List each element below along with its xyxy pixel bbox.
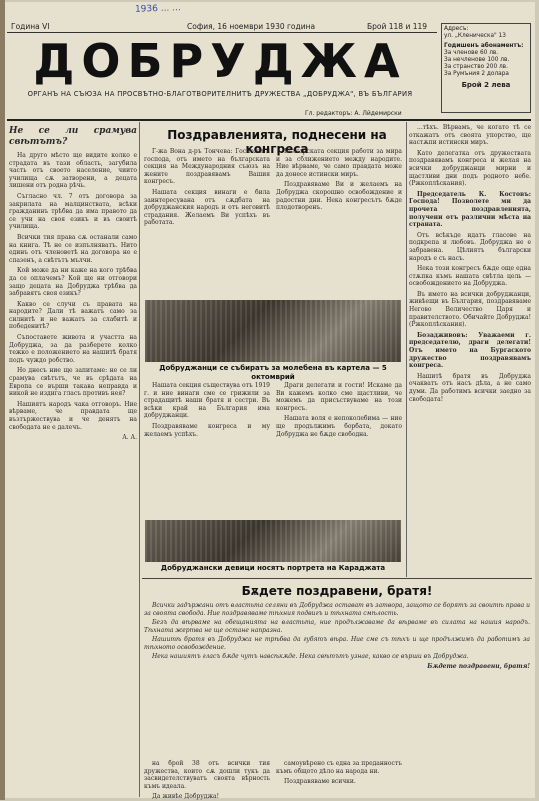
right-column-article [409,124,531,574]
article-column [276,760,402,794]
paragraph: Въ името на всички добруджанци, живѣещи въ България, поздравяваме Негово Величество Царя и правителството. Обичайте Добруджа! (Ржкоплѣскания). [409,290,531,329]
paragraph: Нашата секция съществува отъ 1919 г. и ние винаги сме се грижили за страдащитѣ наши братя и сестри. Въ всѣки край на България има добруджанци. [144,382,270,420]
address-label: Адресъ: [444,26,469,32]
paragraph: на брой 38 отъ всички тия дружества, които сѫ дошли тукъ да засвидетелствуватъ своята вѣрность къмъ идеала. [144,760,270,790]
paragraph: самоувѣрено съ една за преданностъ къмъ общото дѣло на народа ни. [276,760,402,775]
column-divider [406,122,407,577]
photo-caption: Добруджански девици носятъ портрета на Караджата [160,564,386,572]
paragraph: Бѫдете поздравени, братя! [427,662,530,670]
appeal-headline: Бѫдете поздравени, братя! [241,584,433,598]
article-column [144,148,270,296]
paragraph: Нека този конгресъ бѫде още една стѫпка къмъ нашата свѣтла цель — освобождението на Добруджа. [409,265,531,288]
left-article-title: Не се ли срамува свѣтътъ? [9,126,137,147]
issue-label: Брой 118 и 119 [367,22,428,31]
paragraph: Кой може да ни каже на кого трѣбва да се оплачемъ? Кой ще ни отговори защо децата на Добруджа трѣбва да забравятъ своя езикъ? [9,267,137,298]
paragraph: Поздравяваме конгреса и му желаемъ успѣхъ. [144,422,270,438]
photo-gathering [145,300,401,362]
paragraph: Да живѣе Добруджа! [152,793,220,801]
paragraph: Но днесъ ние ще запитаме: не се ли срамува свѣтътъ, че въ срѣдата на Европа се върши такава неправда и никой не издига гласъ противъ нея? [9,367,137,398]
rate-line: За странство 200 лв. [444,64,508,70]
photo-caption: Добруджанци се събиратъ за молебена въ картела — 5 октомврий [159,364,387,381]
paragraph: Българската секция работи за мира и за сближението между народите. Ние вѣрваме, че само правдата може да донесе истински миръ. [276,148,402,178]
paragraph: Всички тия права сѫ останали само на книга. Тѣ не се изпълняватъ. Нито единъ отъ членоветѣ на договора не е спазенъ, а свѣтътъ мълчи. [9,233,137,264]
paragraph: Нашитѣ братя въ Добруджа очакватъ отъ насъ дѣла, а не само думи. Да работимъ всички заедно за свободата! [409,372,531,403]
photo-procession [145,520,401,562]
paragraph: Г-жа Вона д-ръ Тончева: Госпожи и господа, отъ името на българската секция на Международния съюзъ на жените поздравявамъ Вашия конгресъ. [144,148,270,186]
section-rule [142,578,532,579]
paragraph: Всички задържани отъ властьта селяни въ Добруджа остават въ затвора, защото се борятъ за своитѣ права и за своята свобода. Ние поздравяваме тѣхния подвигъ и тѣхната смѣлость. [144,602,530,617]
editor-line: Гл. редакторъ: А. Лйдемирски [305,110,402,117]
main-headline: Поздравленията, поднесени на конгреса [167,128,387,156]
paragraph: Нашиятъ народъ чака отговоръ. Ние вѣрваме, че правдата ще възтържествува и че денятъ на свободата не е далечъ. [9,400,137,431]
rate-line: За Румъния 2 долара [444,71,509,77]
subscription-label: Годишенъ абонаментъ: [444,43,524,49]
paragraph: Председатель К. Костовъ: Господа! Позволете ми да прочета поздравленията, получени отъ различни мѣста на страната. [409,190,531,229]
address-text: ул. „Кленическа" 13 [444,33,506,39]
column-divider [139,122,140,797]
handwritten-note: 1936 ... ... [134,3,181,15]
paragraph: Съпоставете живота и участта на Добруджа, за да разберете колко тежко е положението на нашитѣ братя подъ чуждо робство. [9,334,137,364]
rate-line: За нечленове 100 лв. [444,57,510,63]
paragraph: Като делегатка отъ дружествата поздравявамъ конгреса и желая на всички добруджанци мирни и щастливи дни подъ родното небе. (Ржкоплѣскания). [409,149,531,188]
paragraph: Съгласно чл. 7 отъ договора за закрилата на малцинствата, всѣки гражданинъ трѣбва да има правото да се учи на своя езикъ и въ своитѣ училища. [9,192,137,231]
newspaper-subtitle: ОРГАНЪ НА СЪЮЗА НА ПРОСВѢТНО-БЛАГОТВОРИТЕЛНИТѢ ДРУЖЕСТВА „ДОБРУДЖА", ВЪ БЪЛГАРИЯ [27,90,413,98]
paragraph: Нашата секция винаги е била заинтересувана отъ сѫдбата на добруджанския народъ и отъ неговитѣ страдания. Желаемъ Ви успѣхъ въ работата. [144,188,270,227]
newspaper-page [5,2,535,801]
paragraph: Безъ да вѣрваме на обещанията на властьта, ние продължаваме да вѣрваме въ силата на нашия народъ. Тѣхната жертва не ще остане напразна. [144,619,530,634]
price-label: Брой 2 лева [461,81,511,89]
paragraph: Поздравяваме Ви и желаемъ на Добруджа скорошно освобождение и радостни дни. Нека конгресътъ бѫде плодотворенъ. [276,181,402,212]
paragraph: Отъ всѣкъде идатъ гласове на подкрепа и любовъ. Добруджа не е забравена. Цѣлиятъ български народъ е съ насъ. [409,231,531,262]
paragraph: Драги делегати и гости! Искаме да Ви кажемъ колко сме щастливи, че можемъ да присъствуваме на този конгресъ. [276,382,402,412]
signature: А. А. [122,434,137,442]
article-column [144,760,270,801]
year-label: Година VI [11,22,50,31]
appeal-article [144,602,530,752]
subscription-box [441,23,531,113]
paragraph: Поздравяваме всички. [284,778,356,786]
header-topline [7,22,437,33]
paragraph: Нека нашиятъ гласъ бѫде чутъ навсѣкѫде. Нека свѣтътъ узнае, какво се върши въ Добруджа. [152,653,469,660]
paragraph: Нашата воля е непоколебима — ние ще продължимъ борбата, докато Добруджа не бѫде свободна. [276,415,402,438]
left-column-article [9,126,137,794]
newspaper-title: ДОБРУДЖА [33,34,407,88]
paragraph: Бозадживовъ: Уважаеми г. председателю, драги делегати! Отъ името на Бургаското дружество поздравявамъ конгреса. [409,331,531,370]
paragraph: Какво се случи съ правата на народите? Дали тѣ важатъ само за силнитѣ и не важатъ за слабитѣ и победенитѣ? [9,300,137,331]
header-rule [7,119,531,121]
paragraph: ...тѣхъ. Вѣрвамъ, че когато тѣ се откажатъ отъ своята упорство, ще настѫпи истински миръ. [409,124,531,147]
rate-line: За членове 60 лв. [444,50,499,56]
paragraph: На друго мѣсто ще видите колко е страдата въ тази область, загубила часть отъ своето население, чиито училища сѫ затворени, а децата лишени отъ родна рѣчь. [9,152,137,190]
paragraph: Нашитѣ братя въ Добруджа не трѣбва да губятъ вѣра. Ние сме съ тѣхъ и ще продължимъ да работимъ за тѣхното освобождение. [144,636,530,651]
article-column [276,148,402,296]
date-label: София, 16 ноември 1930 година [187,22,316,31]
